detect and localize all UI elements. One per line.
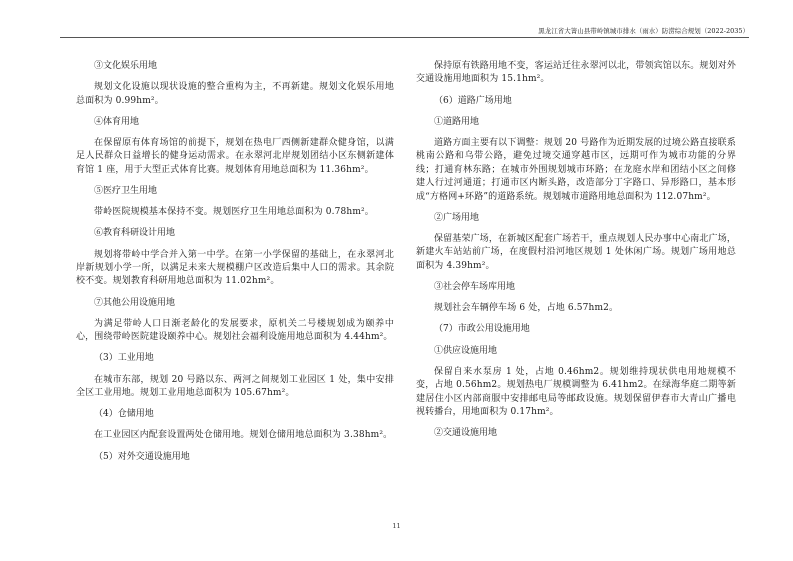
- section-heading: （3）工业用地: [94, 353, 154, 364]
- paragraph: 保持原有铁路用地不变，客运站迁往永翠河以北，带领宾馆以东。规划对外交通设施用地面积为 15.1hm²。: [416, 61, 736, 85]
- paragraph: 保留基荣广场，在新城区配套广场若干，重点规划人民办事中心南北广场，新建火车站站前广场，在度假村沿河地区规划 1 处休闲广场。规划广场用地总面积为 4.39hm²。: [416, 234, 736, 271]
- left-column: [76, 60, 394, 472]
- paragraph: 保留自来水泵房 1 处，占地 0.46hm2。规划维持现状供电用地规模不变，占地 0.56hm2。规划热电厂规模调整为 6.41hm2。在绿海华庭二期等新建居住小区内部商服中安排邮电局等邮政设施。规划保留伊春市大青山广播电视转播台，用地面积为 0.17hm²。: [416, 366, 736, 418]
- paragraph: 为满足带岭人口日渐老龄化的发展要求，原机关二号楼规划成为颐养中心，围绕带岭医院建设颐养中心。规划社会福利设施用地总面积为 4.44hm²。: [76, 318, 394, 343]
- subheading: ②广场用地: [434, 212, 480, 223]
- paragraph: 带岭医院规模基本保持不变。规划医疗卫生用地总面积为 0.78hm²。: [94, 207, 374, 218]
- paragraph: 在工业园区内配套设置两处仓储用地。规划仓储用地总面积为 3.38hm²。: [94, 430, 393, 441]
- right-column: [416, 60, 736, 449]
- section-heading: （6）道路广场用地: [434, 95, 512, 106]
- subheading: ⑤医疗卫生用地: [94, 186, 158, 197]
- section-heading: （7）市政公用设施用地: [434, 324, 530, 335]
- subheading: ②交通设施用地: [434, 428, 498, 439]
- subheading: ⑦其他公用设施用地: [94, 297, 176, 308]
- page-header: [60, 26, 749, 38]
- paragraph: 在保留原有体育场馆的前提下，规划在热电厂西侧新建群众健身馆，以满足人民群众日益增长的健身运动需求。在永翠河北岸规划团结小区东侧新建体育馆 1 座，用于大型正式体育比赛。规划体育用地总面积为 11.36hm²。: [76, 138, 394, 175]
- subheading: ③社会停车场库用地: [434, 282, 516, 293]
- subheading: ⑥教育科研设计用地: [94, 228, 176, 239]
- subheading: ①供应设施用地: [434, 345, 498, 356]
- subheading: ①道路用地: [434, 116, 480, 127]
- paragraph: 规划文化设施以现状设施的整合重构为主，不再新建。规划文化娱乐用地总面积为 0.99hm²。: [76, 82, 394, 106]
- subheading: ④体育用地: [94, 116, 140, 127]
- paragraph: 规划将带岭中学合并入第一中学。在第一小学保留的基础上，在永翠河北岸新规划小学一所，以满足未来大规模棚户区改造后集中人口的需求。其余院校不变。规划教育科研用地总面积为 11.02hm²。: [76, 249, 394, 287]
- section-heading: （4）仓储用地: [94, 409, 154, 420]
- paragraph: 道路方面主要有以下调整：规划 20 号路作为近期发展的过境公路直接联系桃南公路和乌带公路，避免过境交通穿越市区，远期可作为城市功能的分界线；打通育林东路；在城市外围规划城市环路；在龙庭水岸和团结小区之间修建人行过河通道；打通市区内断头路，改造部分丁字路口、异形路口，基本形成“方格网+环路”的道路系统。规划城市道路用地总面积为 112.07hm²。: [416, 138, 736, 202]
- paragraph: 在城市东部，规划 20 号路以东、两河之间规划工业园区 1 处，集中安排全区工业用地。规划工业用地总面积为 105.67hm²。: [76, 374, 394, 399]
- header-title: 黑龙江省大箐山县带岭镇城市排水（雨水）防涝综合规划（2022-2035）: [538, 27, 749, 35]
- paragraph: 规划社会车辆停车场 6 处，占地 6.57hm2。: [434, 303, 619, 314]
- section-heading: （5）对外交通设施用地: [94, 451, 190, 462]
- subheading: ③文化娱乐用地: [94, 61, 158, 71]
- page-number: 11: [392, 522, 401, 530]
